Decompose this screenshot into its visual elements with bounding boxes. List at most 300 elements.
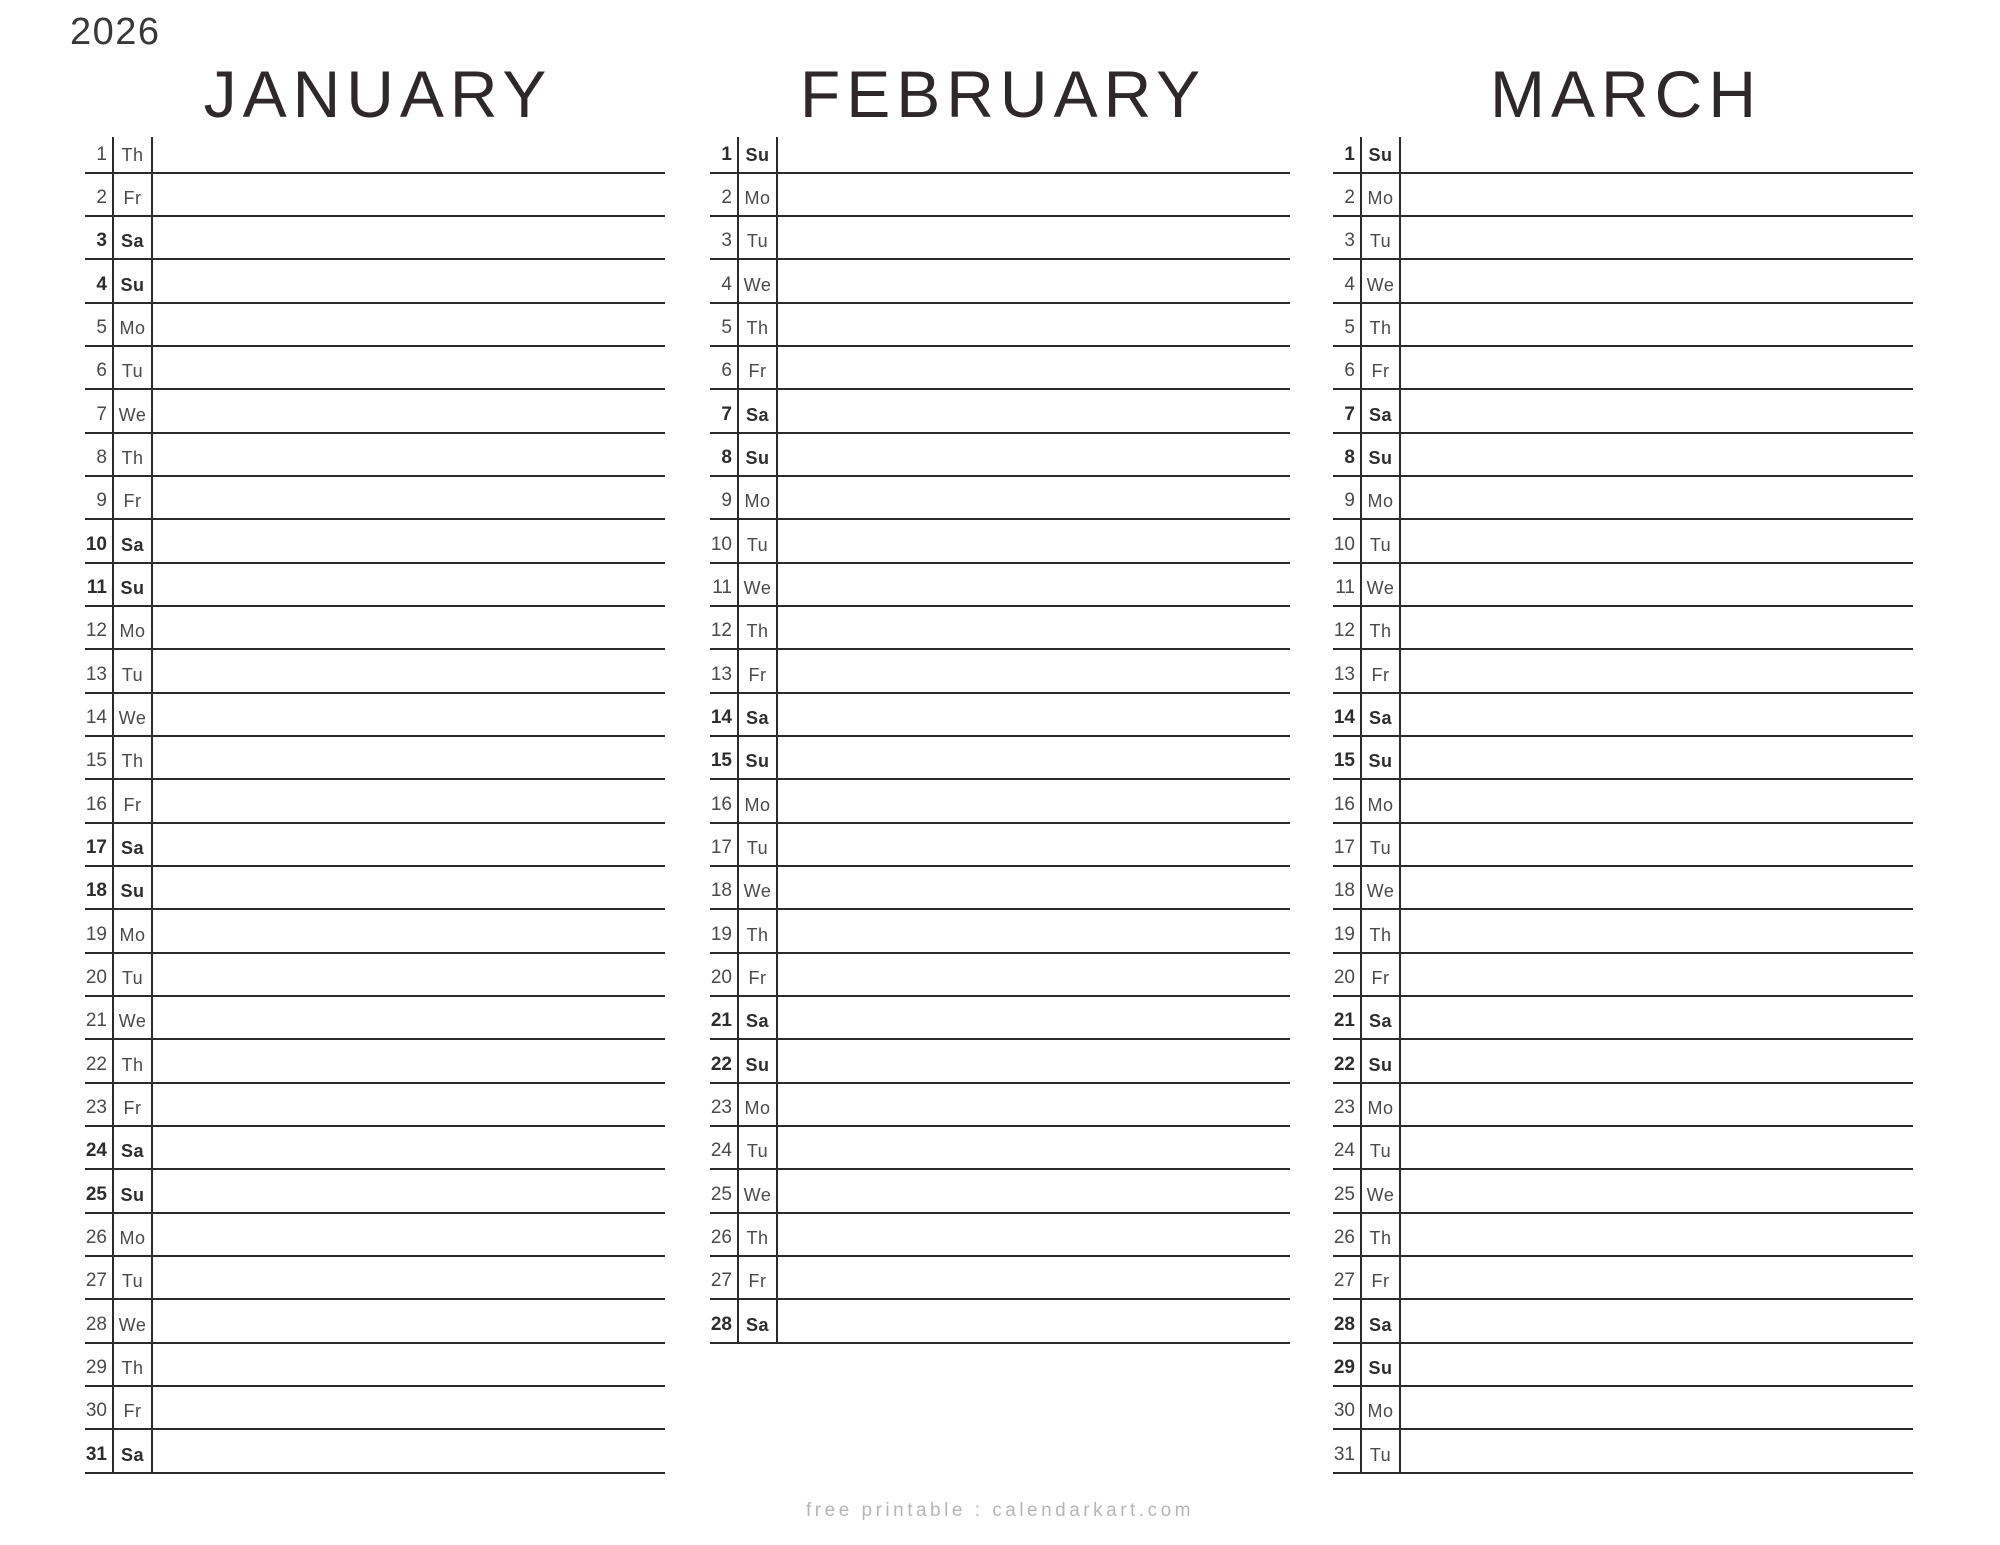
writing-line <box>1401 910 1913 951</box>
day-row <box>85 434 665 477</box>
day-number: 10 <box>85 520 114 561</box>
day-row <box>85 1300 665 1343</box>
day-number: 14 <box>85 694 114 735</box>
writing-line <box>778 694 1290 735</box>
day-abbr: Fr <box>1362 650 1401 691</box>
day-number: 23 <box>85 1084 114 1125</box>
day-row <box>1333 1127 1913 1170</box>
day-number: 11 <box>85 564 114 605</box>
writing-line <box>778 824 1290 865</box>
day-number: 10 <box>710 520 739 561</box>
day-row <box>1333 1344 1913 1387</box>
day-number: 30 <box>1333 1387 1362 1428</box>
month-grid-march <box>1333 137 1913 1474</box>
writing-line <box>778 1257 1290 1298</box>
day-row <box>1333 824 1913 867</box>
day-abbr: Sa <box>1362 390 1401 431</box>
day-number: 7 <box>710 390 739 431</box>
day-row <box>710 694 1290 737</box>
day-row <box>85 520 665 563</box>
day-number: 21 <box>710 997 739 1038</box>
day-abbr: Sa <box>1362 1300 1401 1341</box>
day-number: 13 <box>85 650 114 691</box>
day-number: 12 <box>1333 607 1362 648</box>
day-row <box>710 564 1290 607</box>
day-row <box>85 1214 665 1257</box>
writing-line <box>1401 954 1913 995</box>
day-abbr: We <box>114 1300 153 1341</box>
day-row <box>710 1170 1290 1213</box>
writing-line <box>778 137 1290 172</box>
day-number: 12 <box>710 607 739 648</box>
day-row <box>85 824 665 867</box>
day-abbr: We <box>1362 564 1401 605</box>
day-row <box>710 1084 1290 1127</box>
day-abbr: Tu <box>114 954 153 995</box>
day-number: 23 <box>1333 1084 1362 1125</box>
writing-line <box>153 1214 665 1255</box>
day-number: 16 <box>1333 780 1362 821</box>
day-row <box>85 1127 665 1170</box>
day-abbr: Mo <box>1362 780 1401 821</box>
day-row <box>710 1040 1290 1083</box>
day-number: 7 <box>85 390 114 431</box>
day-abbr: Tu <box>114 650 153 691</box>
day-row <box>85 1084 665 1127</box>
day-number: 14 <box>1333 694 1362 735</box>
writing-line <box>153 1387 665 1428</box>
day-number: 8 <box>1333 434 1362 475</box>
writing-line <box>153 824 665 865</box>
day-row <box>1333 1214 1913 1257</box>
day-number: 18 <box>1333 867 1362 908</box>
day-row <box>85 174 665 217</box>
month-title-march: MARCH <box>1490 57 1762 131</box>
writing-line <box>153 564 665 605</box>
day-row <box>710 780 1290 823</box>
writing-line <box>1401 137 1913 172</box>
day-number: 8 <box>710 434 739 475</box>
day-abbr: Th <box>739 1214 778 1255</box>
day-abbr: Sa <box>114 1127 153 1168</box>
day-number: 9 <box>710 477 739 518</box>
writing-line <box>153 650 665 691</box>
day-number: 10 <box>1333 520 1362 561</box>
day-number: 6 <box>1333 347 1362 388</box>
writing-line <box>778 174 1290 215</box>
day-abbr: Sa <box>739 997 778 1038</box>
writing-line <box>778 564 1290 605</box>
day-abbr: We <box>739 1170 778 1211</box>
writing-line <box>153 1344 665 1385</box>
writing-line <box>1401 650 1913 691</box>
day-number: 18 <box>85 867 114 908</box>
day-number: 5 <box>85 304 114 345</box>
day-number: 26 <box>1333 1214 1362 1255</box>
writing-line <box>1401 694 1913 735</box>
day-number: 3 <box>710 217 739 258</box>
day-row <box>1333 304 1913 347</box>
day-abbr: Tu <box>1362 1430 1401 1471</box>
day-row <box>710 824 1290 867</box>
day-abbr: Th <box>739 910 778 951</box>
day-row <box>85 694 665 737</box>
day-row <box>710 867 1290 910</box>
day-row <box>710 910 1290 953</box>
day-row <box>85 1257 665 1300</box>
writing-line <box>778 260 1290 301</box>
day-row <box>85 910 665 953</box>
day-abbr: Th <box>1362 1214 1401 1255</box>
day-number: 11 <box>710 564 739 605</box>
writing-line <box>1401 347 1913 388</box>
day-abbr: Th <box>114 1040 153 1081</box>
writing-line <box>778 607 1290 648</box>
day-number: 2 <box>1333 174 1362 215</box>
day-row <box>710 1257 1290 1300</box>
writing-line <box>778 477 1290 518</box>
day-number: 24 <box>710 1127 739 1168</box>
day-row <box>1333 694 1913 737</box>
writing-line <box>1401 780 1913 821</box>
day-number: 6 <box>85 347 114 388</box>
day-row <box>1333 477 1913 520</box>
day-row <box>710 477 1290 520</box>
day-abbr: Su <box>1362 137 1401 172</box>
writing-line <box>153 260 665 301</box>
day-number: 13 <box>710 650 739 691</box>
day-number: 29 <box>1333 1344 1362 1385</box>
day-number: 7 <box>1333 390 1362 431</box>
writing-line <box>1401 564 1913 605</box>
day-abbr: Su <box>1362 1344 1401 1385</box>
day-abbr: Mo <box>739 174 778 215</box>
day-number: 17 <box>85 824 114 865</box>
writing-line <box>153 304 665 345</box>
day-row <box>1333 347 1913 390</box>
day-abbr: Sa <box>114 1430 153 1471</box>
day-abbr: Mo <box>1362 1387 1401 1428</box>
day-number: 4 <box>85 260 114 301</box>
day-row <box>710 434 1290 477</box>
writing-line <box>153 867 665 908</box>
writing-line <box>153 1127 665 1168</box>
day-row <box>1333 564 1913 607</box>
day-abbr: Th <box>114 434 153 475</box>
day-row <box>710 1214 1290 1257</box>
day-abbr: Tu <box>1362 217 1401 258</box>
day-number: 27 <box>85 1257 114 1298</box>
day-number: 20 <box>710 954 739 995</box>
writing-line <box>778 780 1290 821</box>
writing-line <box>153 137 665 172</box>
writing-line <box>1401 1430 1913 1471</box>
day-number: 29 <box>85 1344 114 1385</box>
day-abbr: Tu <box>739 217 778 258</box>
day-abbr: Su <box>739 137 778 172</box>
day-number: 5 <box>710 304 739 345</box>
writing-line <box>153 174 665 215</box>
day-number: 26 <box>85 1214 114 1255</box>
day-number: 30 <box>85 1387 114 1428</box>
day-abbr: Fr <box>1362 1257 1401 1298</box>
day-abbr: Fr <box>114 477 153 518</box>
day-row <box>1333 997 1913 1040</box>
day-number: 31 <box>1333 1430 1362 1471</box>
day-abbr: Mo <box>739 477 778 518</box>
writing-line <box>153 390 665 431</box>
writing-line <box>778 1300 1290 1341</box>
day-row <box>710 997 1290 1040</box>
writing-line <box>778 650 1290 691</box>
day-row <box>1333 1257 1913 1300</box>
day-abbr: Th <box>1362 910 1401 951</box>
day-row <box>85 997 665 1040</box>
writing-line <box>1401 1214 1913 1255</box>
day-number: 19 <box>710 910 739 951</box>
day-row <box>710 954 1290 997</box>
day-abbr: Mo <box>739 1084 778 1125</box>
day-abbr: Su <box>114 564 153 605</box>
day-abbr: Su <box>1362 737 1401 778</box>
day-abbr: Tu <box>1362 824 1401 865</box>
writing-line <box>153 520 665 561</box>
writing-line <box>778 434 1290 475</box>
day-abbr: Tu <box>1362 1127 1401 1168</box>
day-row <box>85 564 665 607</box>
day-number: 3 <box>1333 217 1362 258</box>
day-row <box>85 780 665 823</box>
day-row <box>1333 650 1913 693</box>
day-abbr: We <box>114 997 153 1038</box>
day-abbr: Mo <box>1362 174 1401 215</box>
writing-line <box>153 607 665 648</box>
day-row <box>1333 780 1913 823</box>
day-number: 21 <box>1333 997 1362 1038</box>
writing-line <box>153 910 665 951</box>
day-row <box>1333 737 1913 780</box>
writing-line <box>778 347 1290 388</box>
day-number: 2 <box>85 174 114 215</box>
day-number: 27 <box>710 1257 739 1298</box>
day-number: 12 <box>85 607 114 648</box>
day-number: 31 <box>85 1430 114 1471</box>
writing-line <box>1401 434 1913 475</box>
day-row <box>1333 520 1913 563</box>
writing-line <box>778 1127 1290 1168</box>
day-number: 15 <box>710 737 739 778</box>
writing-line <box>153 1040 665 1081</box>
month-title-january: JANUARY <box>203 57 553 131</box>
day-number: 25 <box>710 1170 739 1211</box>
writing-line <box>778 520 1290 561</box>
day-row <box>85 1430 665 1473</box>
day-abbr: We <box>114 694 153 735</box>
day-abbr: We <box>114 390 153 431</box>
day-abbr: Mo <box>114 1214 153 1255</box>
writing-line <box>153 780 665 821</box>
day-row <box>85 1344 665 1387</box>
writing-line <box>778 737 1290 778</box>
day-abbr: Fr <box>114 1387 153 1428</box>
day-abbr: Mo <box>114 304 153 345</box>
writing-line <box>1401 1387 1913 1428</box>
writing-line <box>153 954 665 995</box>
day-abbr: Sa <box>1362 694 1401 735</box>
day-abbr: Tu <box>1362 520 1401 561</box>
writing-line <box>153 347 665 388</box>
day-number: 1 <box>710 137 739 172</box>
day-abbr: Th <box>1362 304 1401 345</box>
day-number: 6 <box>710 347 739 388</box>
day-abbr: Su <box>114 867 153 908</box>
day-number: 13 <box>1333 650 1362 691</box>
day-abbr: Fr <box>739 650 778 691</box>
writing-line <box>153 997 665 1038</box>
day-number: 3 <box>85 217 114 258</box>
day-abbr: Su <box>1362 434 1401 475</box>
writing-line <box>1401 1127 1913 1168</box>
day-abbr: We <box>1362 260 1401 301</box>
day-row <box>710 137 1290 174</box>
day-row <box>85 867 665 910</box>
day-number: 24 <box>85 1127 114 1168</box>
day-row <box>1333 1084 1913 1127</box>
writing-line <box>1401 1257 1913 1298</box>
day-abbr: Fr <box>1362 954 1401 995</box>
day-abbr: Sa <box>739 390 778 431</box>
day-number: 26 <box>710 1214 739 1255</box>
writing-line <box>1401 217 1913 258</box>
day-number: 14 <box>710 694 739 735</box>
day-number: 1 <box>1333 137 1362 172</box>
footer-credit: free printable : calendarkart.com <box>806 1500 1194 1521</box>
writing-line <box>1401 737 1913 778</box>
writing-line <box>778 1040 1290 1081</box>
day-abbr: We <box>739 260 778 301</box>
day-row <box>85 1040 665 1083</box>
day-abbr: Tu <box>114 347 153 388</box>
day-number: 11 <box>1333 564 1362 605</box>
day-abbr: Mo <box>1362 1084 1401 1125</box>
writing-line <box>1401 174 1913 215</box>
day-number: 23 <box>710 1084 739 1125</box>
writing-line <box>153 1430 665 1471</box>
day-row <box>85 217 665 260</box>
day-row <box>710 650 1290 693</box>
day-row <box>1333 1170 1913 1213</box>
day-abbr: Sa <box>114 217 153 258</box>
day-row <box>1333 954 1913 997</box>
day-row <box>710 520 1290 563</box>
day-abbr: Su <box>114 260 153 301</box>
day-row <box>1333 607 1913 650</box>
day-row <box>710 217 1290 260</box>
day-number: 20 <box>85 954 114 995</box>
day-row <box>710 1127 1290 1170</box>
day-row <box>85 137 665 174</box>
day-row <box>85 477 665 520</box>
writing-line <box>1401 1170 1913 1211</box>
day-abbr: We <box>739 867 778 908</box>
day-abbr: Fr <box>114 1084 153 1125</box>
writing-line <box>778 867 1290 908</box>
writing-line <box>778 1214 1290 1255</box>
day-number: 15 <box>85 737 114 778</box>
day-number: 21 <box>85 997 114 1038</box>
writing-line <box>778 1170 1290 1211</box>
day-number: 25 <box>1333 1170 1362 1211</box>
day-abbr: Su <box>739 434 778 475</box>
day-number: 28 <box>710 1300 739 1341</box>
writing-line <box>778 217 1290 258</box>
day-row <box>710 607 1290 650</box>
day-abbr: Tu <box>114 1257 153 1298</box>
writing-line <box>153 694 665 735</box>
day-number: 28 <box>85 1300 114 1341</box>
day-row <box>85 607 665 650</box>
day-row <box>1333 1300 1913 1343</box>
day-number: 8 <box>85 434 114 475</box>
day-abbr: Th <box>739 607 778 648</box>
day-row <box>1333 217 1913 260</box>
day-abbr: Fr <box>114 780 153 821</box>
day-number: 1 <box>85 137 114 172</box>
day-row <box>85 954 665 997</box>
day-row <box>85 1170 665 1213</box>
day-number: 22 <box>710 1040 739 1081</box>
writing-line <box>1401 607 1913 648</box>
day-abbr: Th <box>114 1344 153 1385</box>
day-number: 18 <box>710 867 739 908</box>
day-number: 17 <box>710 824 739 865</box>
day-number: 20 <box>1333 954 1362 995</box>
day-abbr: Tu <box>739 824 778 865</box>
day-row <box>1333 910 1913 953</box>
day-row <box>1333 1387 1913 1430</box>
writing-line <box>153 217 665 258</box>
writing-line <box>1401 867 1913 908</box>
day-number: 17 <box>1333 824 1362 865</box>
writing-line <box>153 1257 665 1298</box>
day-number: 24 <box>1333 1127 1362 1168</box>
day-abbr: Sa <box>114 520 153 561</box>
day-row <box>710 260 1290 303</box>
day-row <box>1333 1040 1913 1083</box>
writing-line <box>153 477 665 518</box>
day-abbr: Th <box>1362 607 1401 648</box>
day-abbr: Mo <box>1362 477 1401 518</box>
day-number: 28 <box>1333 1300 1362 1341</box>
month-grid-february <box>710 137 1290 1344</box>
day-number: 16 <box>85 780 114 821</box>
day-abbr: Su <box>739 1040 778 1081</box>
day-row <box>710 347 1290 390</box>
writing-line <box>153 1084 665 1125</box>
day-row <box>85 1387 665 1430</box>
day-number: 22 <box>1333 1040 1362 1081</box>
day-number: 16 <box>710 780 739 821</box>
day-row <box>1333 390 1913 433</box>
writing-line <box>778 1084 1290 1125</box>
writing-line <box>778 304 1290 345</box>
writing-line <box>153 737 665 778</box>
day-number: 15 <box>1333 737 1362 778</box>
day-abbr: Fr <box>739 1257 778 1298</box>
writing-line <box>1401 1300 1913 1341</box>
day-row <box>1333 137 1913 174</box>
writing-line <box>778 954 1290 995</box>
